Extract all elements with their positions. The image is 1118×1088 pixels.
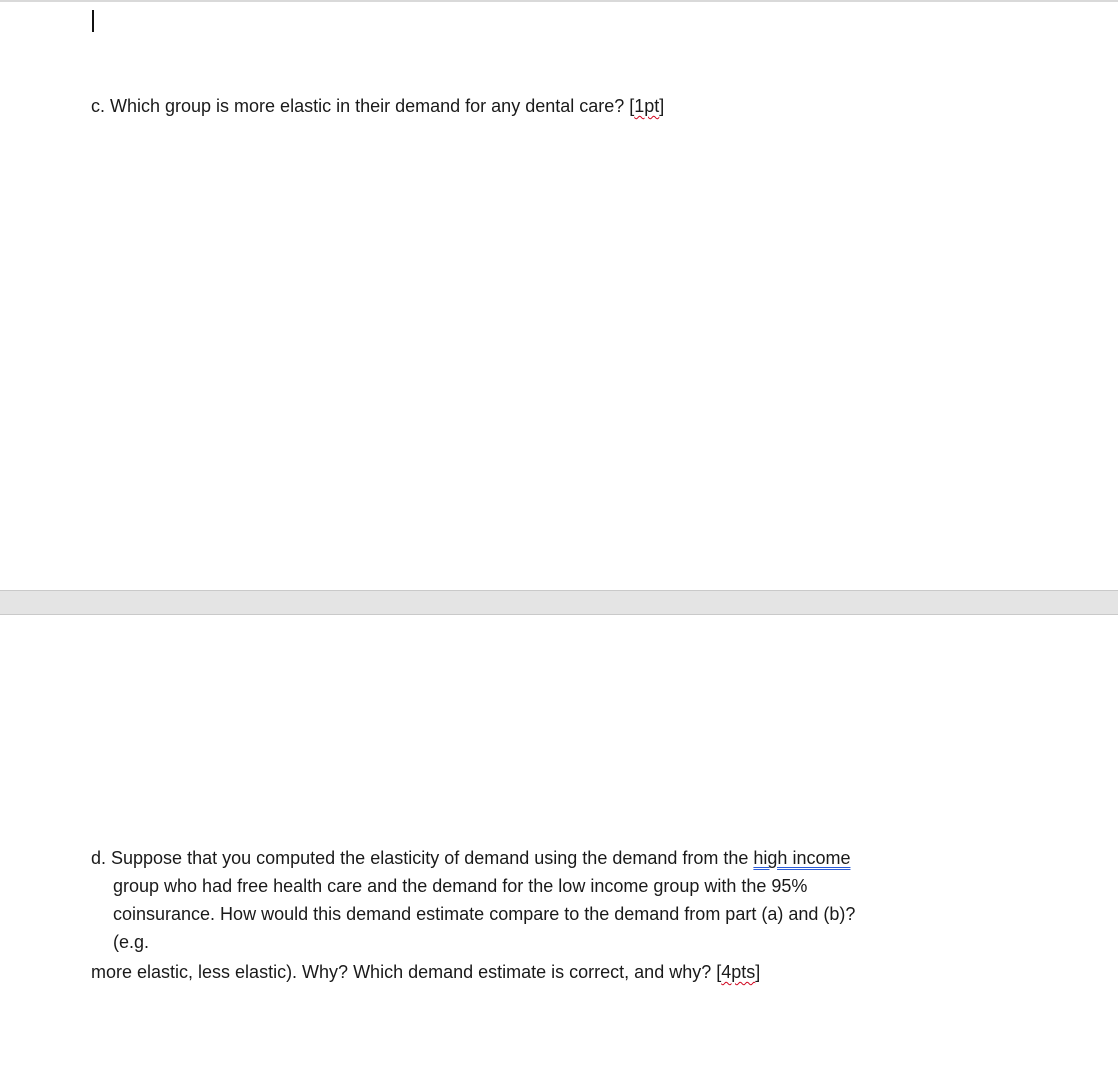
question-d-line-2[interactable]: group who had free health care and the demand for the low income group with the 95% [113,876,808,896]
question-d-line-1[interactable] [91,844,971,872]
question-d-flagged-phrase: high income [753,848,851,868]
question-d-line-4[interactable]: (e.g. [113,932,150,952]
question-d-line-5[interactable] [91,958,760,986]
question-c-text[interactable] [91,92,664,120]
page-break-gap [0,590,1118,615]
question-d-line-5-prefix: more elastic, less elastic). Why? Which demand estimate is correct, and why? [ [91,962,722,982]
question-c-prefix: c. Which group is more elastic in their demand for any dental care? [ [91,96,635,116]
text-cursor [92,10,94,32]
question-c-points: 1pt [634,96,660,116]
question-d-points: 4pts [721,962,756,982]
question-d-line-3[interactable]: coinsurance. How would this demand estimate compare to the demand from part (a) and (b)? [113,904,856,924]
question-d-line-1-prefix: d. Suppose that you computed the elasticity of demand using the demand from the [91,848,754,868]
question-d-line-5-suffix: ] [755,962,761,982]
question-c-suffix: ] [659,96,665,116]
